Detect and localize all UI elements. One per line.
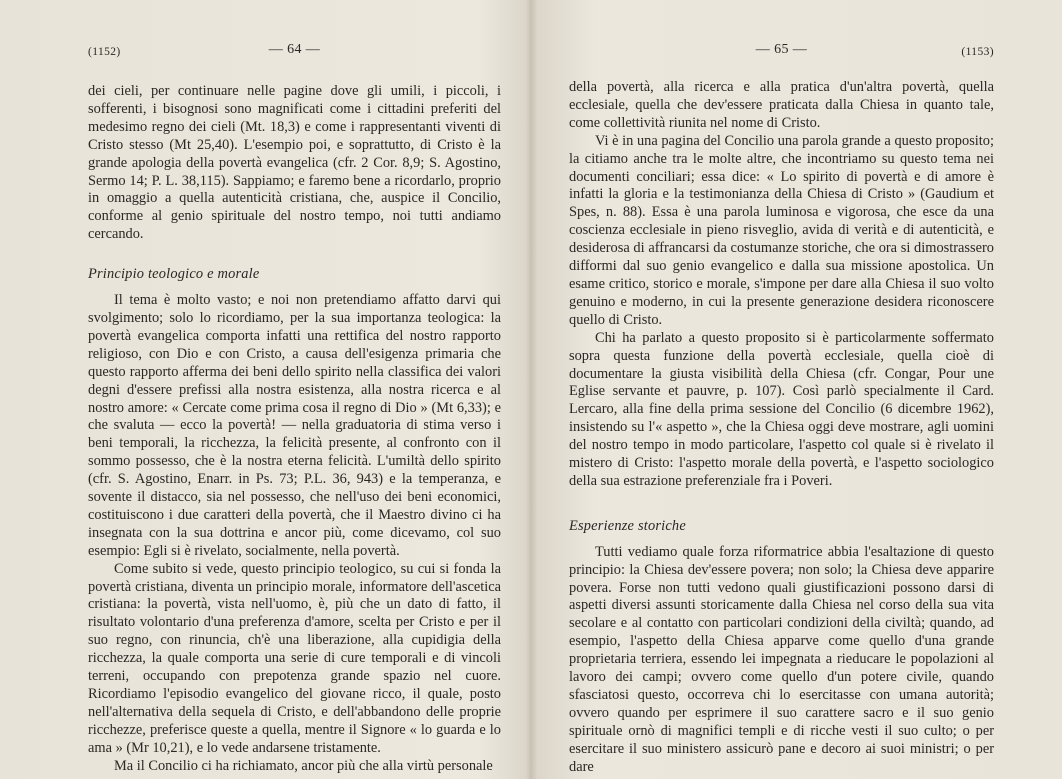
left-paragraph-4: Ma il Concilio ci ha richiamato, ancor più che alla virtù personale: [114, 757, 493, 774]
left-folio: — 64 —: [268, 42, 321, 57]
left-paragraph-3: Come subito si vede, questo principio teologico, su cui si fonda la povertà cristiana, diventa un principio morale, informatore dell'ascetica cristiana: la povertà, vista nell'uomo, è, più che un dato di fatto, il risultato volontario d'una preferenza d'amore, scelta per Cristo e per il suo regno, con rinuncia, ch'è una liberazione, alla cupidigia della ricchezza, la quale comporta una serie di cure temporali e di vincoli terreni, occupando con prepotenza grande spazio nel cuore. Ricordiamo l'episodio evangelico del giovane ricco, il quale, posto nell'alternativa della sequela di Cristo, e dell'abbandono delle proprie ricchezze, preferisce queste a quella, mentre il Signore « lo guarda e lo ama » (Mr 10,21), e lo vede andarsene tristamente.: [88, 560, 501, 756]
right-running-head: [569, 42, 994, 64]
right-paragraph-4: Tutti vediamo quale forza riformatrice abbia l'esaltazione di questo principio: la Chiesa dev'essere povera; non solo; la Chiesa deve apparire povera. Forse non tutti vedono quali giustificazioni possono darsi di aspetti diversi assunti storicamente dalla Chiesa nel corso della sua vita secolare e al contatto con particolari condizioni della civiltà; quando, ad esempio, l'aspetto della Chiesa apparve come quello d'una grande proprietaria terriera, essendo lei impegnata a rieducare le popolazioni al lavoro dei campi; ovvero come quello d'un potere civile, quando sfasciatosi questo, occorreva chi lo esercitasse con umana autorità; ovvero quando per esprimere il suo carattere sacro e il suo genio spirituale ornò di magnifici templi e di ricche vesti il suo culto; o per esercitare il suo ministero assicurò pane e decoro ai suoi ministri; o per dare: [569, 543, 994, 775]
right-page: [531, 0, 1062, 779]
left-page-id: (1152): [88, 46, 121, 58]
left-paragraph-1: dei cieli, per continuare nelle pagine dove gli umili, i piccoli, i sofferenti, i bisognosi sono magnificati come i cittadini preferiti del medesimo regno dei cieli (Mt. 18,3) e come i rappresentanti viventi di Cristo stesso (Mt 25,40). L'esempio poi, e soprattutto, di Cristo è la grande apologia della povertà evangelica (cfr. 2 Cor. 8,9; S. Agostino, Sermo 14; P. L. 38,115). Sappiamo; e faremo bene a ricordarlo, proprio in omaggio a quella autenticità cristiana, che, auspice il Concilio, conforme al genio spirituale del nostro tempo, noi tutti andiamo cercando.: [88, 83, 501, 243]
section-heading-principio: Principio teologico e morale: [88, 266, 260, 283]
right-page-body: [569, 79, 994, 777]
right-folio: — 65 —: [755, 42, 808, 57]
right-paragraph-3: Chi ha parlato a questo proposito si è particolarmente soffermato sopra questa funzione della povertà ecclesiale, quella cioè di documentare la giusta visibilità della Chiesa (cfr. Congar, Pour une Eglise servante et pauvre, p. 107). Così parlò specialmente il Card. Lercaro, alla fine della prima sessione del Concilio (6 dicembre 1962), insistendo su l'« aspetto », che la Chiesa oggi deve mostrare, agli uomini del nostro tempo in modo particolare, l'aspetto col quale si è rivelato il mistero di Cristo: l'aspetto morale della povertà, e l'aspetto sociologico della sua estrazione preferenziale fra i Poveri.: [569, 329, 994, 489]
right-page-id: (1153): [961, 46, 994, 58]
left-page-body: [88, 83, 501, 776]
left-paragraph-2: Il tema è molto vasto; e noi non pretendiamo affatto darvi qui svolgimento; solo lo ricordiamo, per la sua importanza teologica: la povertà evangelica comporta infatti una rettifica del nostro rapporto religioso, con Dio e con Cristo, a causa dell'esigenza primaria che questo rapporto afferma dei beni dello spirito nella classifica dei valori degni d'essere prefissi alla nostra esistenza, alla nostra ricerca e al nostro amore: « Cercate come prima cosa il regno di Dio » (Mt 6,33); e che svaluta — ecco la povertà! — nella graduatoria di stima verso i beni temporali, la ricchezza, la felicità presente, al confronto con il sommo possesso, che è la nostra eterna felicità. L'umiltà dello spirito (cfr. S. Agostino, Enarr. in Ps. 73; P.L. 36, 943) e la temperanza, e sovente il distacco, sia nel possesso, che nell'uso dei beni economici, costituiscono i due caratteri della povertà, che il Maestro divino ci ha insegnata con la sua dottrina e ancor più, come dicevamo, col suo esempio: Egli si è rivelato, socialmente, nella povertà.: [88, 292, 501, 559]
left-running-head: [88, 42, 501, 64]
right-paragraph-2: Vi è in una pagina del Concilio una parola grande a questo proposito; la citiamo anche tra le molte altre, che incontriamo su questo tema nei documenti conciliari; essa dice: « Lo spirito di povertà e di amore è infatti la gloria e la testimonianza della Chiesa di Cristo » (Gaudium et Spes, n. 88). Essa è una parola luminosa e vigorosa, che esce da una coscienza ecclesiale in pieno risveglio, avida di verità e di autenticità, e desiderosa di affrancarsi da costumanze storiche, che ora si dimostrassero difformi dal suo genio evangelico e dalla sua missione apostolica. Un esame critico, storico e morale, s'impone per dare alla Chiesa il suo volto genuino e moderno, in cui la presente generazione desidera riconoscere quello di Cristo.: [569, 132, 994, 328]
section-heading-esperienze: Esperienze storiche: [569, 517, 686, 534]
right-paragraph-1: della povertà, alla ricerca e alla pratica d'un'altra povertà, quella ecclesiale, quella che dev'essere praticata dalla Chiesa in quanto tale, come collettività riunita nel nome di Cristo.: [569, 79, 994, 131]
